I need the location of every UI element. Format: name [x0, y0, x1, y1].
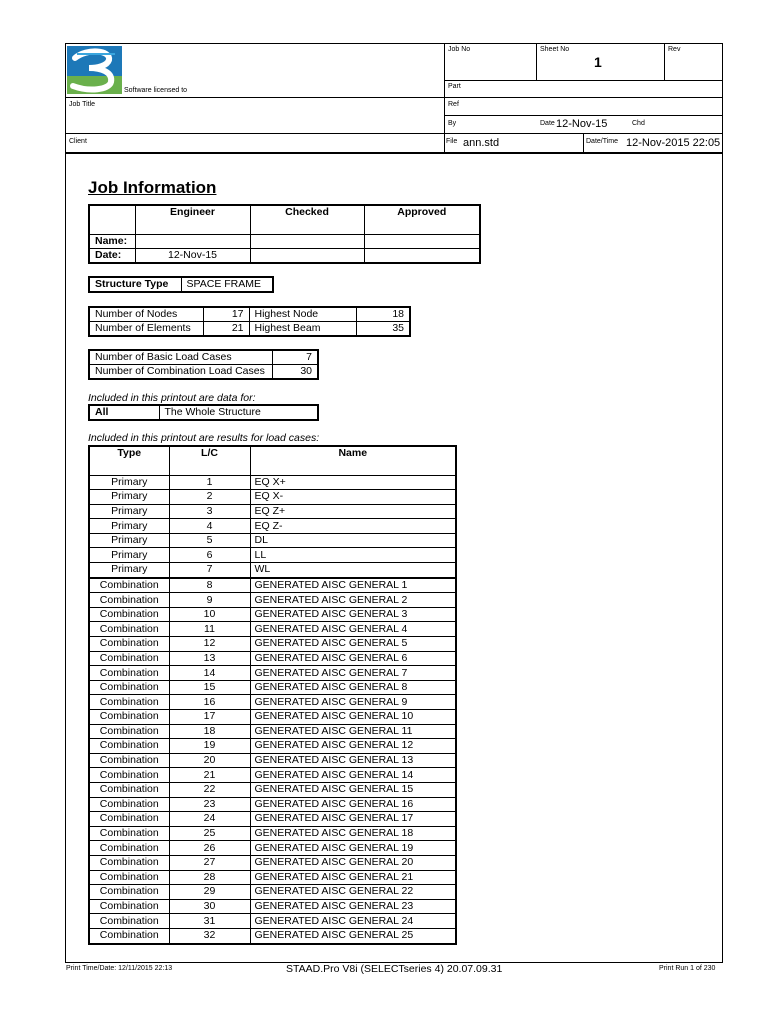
sheet-no-value: 1 [594, 54, 602, 70]
table-row [89, 548, 456, 563]
combo-lc-label: Number of Combination Load Cases [89, 365, 272, 380]
lc-name-cell: GENERATED AISC GENERAL 19 [250, 841, 456, 856]
lc-name-cell: GENERATED AISC GENERAL 1 [250, 578, 456, 593]
lc-name-cell: WL [250, 563, 456, 578]
lc-name-cell: EQ Z- [250, 519, 456, 534]
table-row [89, 753, 456, 768]
table-row [89, 651, 456, 666]
part-label: Part [448, 83, 461, 90]
engineer-header: Engineer [135, 205, 250, 234]
lc-type-cell: Combination [89, 797, 169, 812]
included-description: The Whole Structure [159, 405, 318, 420]
lc-type-cell: Combination [89, 724, 169, 739]
table-row [89, 885, 456, 900]
date-row-label: Date: [89, 248, 135, 263]
job-info-table [88, 204, 481, 264]
lc-name-cell: GENERATED AISC GENERAL 17 [250, 812, 456, 827]
lc-number-cell: 6 [169, 548, 250, 563]
table-row [89, 695, 456, 710]
lc-number-cell: 4 [169, 519, 250, 534]
lc-number-cell: 2 [169, 490, 250, 505]
lc-type-cell: Combination [89, 695, 169, 710]
lc-number-cell: 5 [169, 533, 250, 548]
lc-type-cell: Combination [89, 870, 169, 885]
footer-print-time: Print Time/Date: 12/11/2015 22:13 [66, 965, 173, 972]
table-row [89, 593, 456, 608]
lc-name-cell: GENERATED AISC GENERAL 13 [250, 753, 456, 768]
date-label: Date [540, 120, 555, 127]
table-row [89, 914, 456, 929]
table-row [89, 797, 456, 812]
lc-number-cell: 12 [169, 637, 250, 652]
lc-name-cell: DL [250, 533, 456, 548]
highest-node-label: Highest Node [249, 307, 356, 322]
table-row [89, 841, 456, 856]
lc-number-cell: 14 [169, 666, 250, 681]
lc-number-cell: 18 [169, 724, 250, 739]
lc-type-cell: Primary [89, 504, 169, 519]
highest-beam-value: 35 [356, 322, 410, 337]
combo-lc-value: 30 [272, 365, 318, 380]
elements-value: 21 [203, 322, 249, 337]
table-row [89, 739, 456, 754]
table-row [89, 724, 456, 739]
datetime-value: 12-Nov-2015 22:05 [626, 137, 721, 149]
lc-name-cell: GENERATED AISC GENERAL 14 [250, 768, 456, 783]
lc-number-cell: 28 [169, 870, 250, 885]
lc-number-cell: 27 [169, 855, 250, 870]
lc-name-cell: GENERATED AISC GENERAL 5 [250, 637, 456, 652]
lc-number-cell: 13 [169, 651, 250, 666]
lc-type-cell: Combination [89, 637, 169, 652]
lc-type-cell: Primary [89, 533, 169, 548]
table-row [89, 637, 456, 652]
lc-number-cell: 21 [169, 768, 250, 783]
table-row [89, 899, 456, 914]
table-row [89, 607, 456, 622]
lc-number-cell: 17 [169, 710, 250, 725]
table-row [89, 710, 456, 725]
table-row [89, 812, 456, 827]
nodes-value: 17 [203, 307, 249, 322]
table-row [89, 680, 456, 695]
lc-number-cell: 23 [169, 797, 250, 812]
chd-label: Chd [632, 120, 645, 127]
table-row [89, 928, 456, 943]
lc-name-cell: GENERATED AISC GENERAL 21 [250, 870, 456, 885]
lc-type-cell: Primary [89, 563, 169, 578]
lc-type-cell: Primary [89, 548, 169, 563]
approved-header: Approved [364, 205, 480, 234]
load-case-counts-table [88, 349, 319, 380]
page-title: Job Information [88, 178, 217, 197]
lc-name-cell: GENERATED AISC GENERAL 10 [250, 710, 456, 725]
rev-label: Rev [668, 46, 681, 53]
lc-name-cell: GENERATED AISC GENERAL 12 [250, 739, 456, 754]
lc-type-cell: Combination [89, 768, 169, 783]
lc-number-cell: 11 [169, 622, 250, 637]
lc-name-cell: GENERATED AISC GENERAL 8 [250, 680, 456, 695]
table-row [89, 578, 456, 593]
structure-type-table [88, 276, 274, 293]
lc-name-cell: GENERATED AISC GENERAL 24 [250, 914, 456, 929]
lc-type-cell: Combination [89, 622, 169, 637]
table-row [89, 768, 456, 783]
lc-name-cell: GENERATED AISC GENERAL 18 [250, 826, 456, 841]
lc-type-cell: Combination [89, 826, 169, 841]
nodes-label: Number of Nodes [89, 307, 203, 322]
lc-name-cell: EQ X- [250, 490, 456, 505]
type-header: Type [89, 446, 169, 475]
lc-type-cell: Primary [89, 475, 169, 490]
lc-number-cell: 7 [169, 563, 250, 578]
lc-type-cell: Combination [89, 753, 169, 768]
sheet-no-label: Sheet No [540, 46, 570, 53]
lc-number-cell: 22 [169, 782, 250, 797]
table-row [89, 782, 456, 797]
table-row [89, 563, 456, 578]
lc-number-cell: 16 [169, 695, 250, 710]
file-value: ann.std [463, 137, 500, 149]
lc-name-cell: GENERATED AISC GENERAL 3 [250, 607, 456, 622]
basic-lc-value: 7 [272, 350, 318, 365]
lc-number-cell: 31 [169, 914, 250, 929]
lc-type-cell: Combination [89, 914, 169, 929]
lc-name-cell: GENERATED AISC GENERAL 20 [250, 855, 456, 870]
load-cases-caption: Included in this printout are results for load cases: [88, 432, 320, 444]
lc-type-cell: Primary [89, 519, 169, 534]
engineer-date: 12-Nov-15 [135, 248, 250, 263]
by-label: By [448, 120, 457, 127]
lc-type-cell: Combination [89, 899, 169, 914]
job-no-label: Job No [448, 46, 471, 53]
lc-number-cell: 25 [169, 826, 250, 841]
lc-header: L/C [169, 446, 250, 475]
table-row [89, 666, 456, 681]
highest-node-value: 18 [356, 307, 410, 322]
lc-number-cell: 24 [169, 812, 250, 827]
datetime-label: Date/Time [586, 138, 619, 145]
lc-type-cell: Combination [89, 607, 169, 622]
lc-type-cell: Combination [89, 739, 169, 754]
lc-type-cell: Combination [89, 855, 169, 870]
lc-name-cell: GENERATED AISC GENERAL 22 [250, 885, 456, 900]
lc-name-cell: GENERATED AISC GENERAL 9 [250, 695, 456, 710]
elements-label: Number of Elements [89, 322, 203, 337]
lc-name-cell: GENERATED AISC GENERAL 6 [250, 651, 456, 666]
lc-type-cell: Combination [89, 593, 169, 608]
included-data-table [88, 404, 319, 421]
lc-type-cell: Combination [89, 885, 169, 900]
included-data-caption: Included in this printout are data for: [88, 392, 256, 404]
name-header: Name [250, 446, 456, 475]
lc-number-cell: 29 [169, 885, 250, 900]
table-row [89, 504, 456, 519]
lc-type-cell: Primary [89, 490, 169, 505]
lc-number-cell: 8 [169, 578, 250, 593]
lc-number-cell: 30 [169, 899, 250, 914]
lc-number-cell: 1 [169, 475, 250, 490]
lc-name-cell: GENERATED AISC GENERAL 11 [250, 724, 456, 739]
lc-name-cell: GENERATED AISC GENERAL 7 [250, 666, 456, 681]
table-row [89, 870, 456, 885]
checked-header: Checked [250, 205, 364, 234]
lc-type-cell: Combination [89, 680, 169, 695]
load-cases-table [88, 445, 457, 945]
lc-type-cell: Combination [89, 928, 169, 943]
table-row [89, 475, 456, 490]
footer-program: STAAD.Pro V8i (SELECTseries 4) 20.07.09.31 [286, 963, 503, 975]
load-cases-body [89, 475, 456, 944]
lc-number-cell: 9 [169, 593, 250, 608]
lc-number-cell: 32 [169, 928, 250, 943]
job-title-label: Job Title [69, 101, 96, 108]
table-row [89, 533, 456, 548]
lc-name-cell: GENERATED AISC GENERAL 2 [250, 593, 456, 608]
lc-type-cell: Combination [89, 710, 169, 725]
lc-name-cell: LL [250, 548, 456, 563]
lc-number-cell: 26 [169, 841, 250, 856]
structure-type-label: Structure Type [89, 277, 181, 292]
footer-print-run: Print Run 1 of 230 [659, 965, 716, 972]
lc-number-cell: 20 [169, 753, 250, 768]
included-scope: All [89, 405, 159, 420]
highest-beam-label: Highest Beam [249, 322, 356, 337]
lc-name-cell: GENERATED AISC GENERAL 25 [250, 928, 456, 943]
lc-type-cell: Combination [89, 841, 169, 856]
lc-type-cell: Combination [89, 812, 169, 827]
structure-type-value: SPACE FRAME [181, 277, 273, 292]
lc-name-cell: GENERATED AISC GENERAL 4 [250, 622, 456, 637]
lc-type-cell: Combination [89, 651, 169, 666]
lc-type-cell: Combination [89, 666, 169, 681]
lc-name-cell: GENERATED AISC GENERAL 23 [250, 899, 456, 914]
lc-name-cell: EQ Z+ [250, 504, 456, 519]
table-row [89, 519, 456, 534]
lc-number-cell: 19 [169, 739, 250, 754]
table-row [89, 622, 456, 637]
name-label: Name: [89, 234, 135, 248]
date-value: 12-Nov-15 [556, 118, 608, 130]
bentley-b-logo-icon [67, 46, 122, 94]
lc-number-cell: 3 [169, 504, 250, 519]
lc-name-cell: GENERATED AISC GENERAL 16 [250, 797, 456, 812]
lc-name-cell: GENERATED AISC GENERAL 15 [250, 782, 456, 797]
table-row [89, 490, 456, 505]
table-row [89, 826, 456, 841]
lc-name-cell: EQ X+ [250, 475, 456, 490]
client-label: Client [69, 138, 87, 145]
basic-lc-label: Number of Basic Load Cases [89, 350, 272, 365]
lc-number-cell: 15 [169, 680, 250, 695]
ref-label: Ref [448, 101, 459, 108]
lc-type-cell: Combination [89, 782, 169, 797]
lc-number-cell: 10 [169, 607, 250, 622]
file-label: File [446, 138, 458, 145]
counts-table [88, 306, 411, 337]
software-licensed-label: Software licensed to [124, 87, 188, 94]
lc-type-cell: Combination [89, 578, 169, 593]
table-row [89, 855, 456, 870]
